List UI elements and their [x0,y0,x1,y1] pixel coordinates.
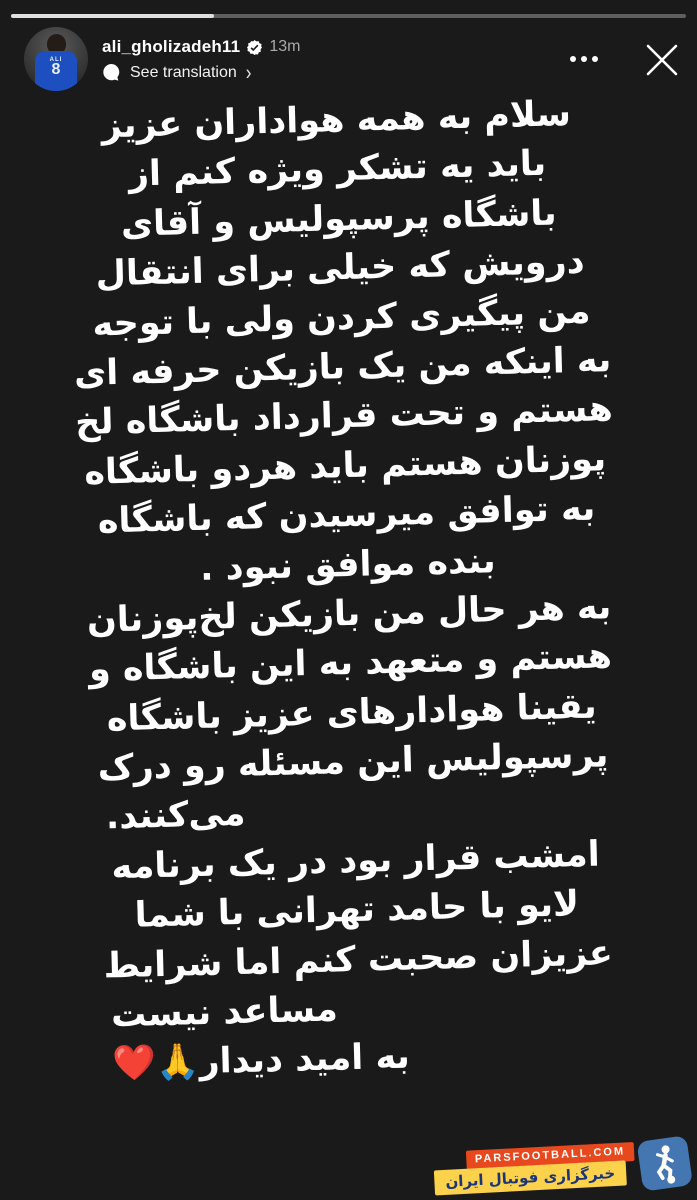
story-text-line: باید یه تشکر ویژه کنم از [128,144,547,195]
story-text-line: به امید دیدار🙏❤️ [111,1036,411,1085]
story-text-block [29,88,668,1092]
story-text-line: امشب قرار بود در یک برنامه [110,834,601,888]
story-text-line: به هر حال من بازیکن لخ‌پوزنان [86,587,612,641]
story-text-line: یقینا هوادارهای عزیز باشگاه [106,686,598,740]
story-progress-fill [11,14,214,18]
story-text-line: عزیزان صحبت کنم اما شرایط [103,932,614,987]
chevron-right-icon: › [245,60,252,84]
footballer-icon [637,1135,693,1191]
story-text-line: درویش که خیلی برای انتقال [95,241,586,295]
story-text-line: هستم و تحت قرارداد باشگاه لخ [74,389,614,444]
see-translation-button[interactable] [102,60,252,84]
avatar[interactable] [24,27,88,91]
story-text-line: به اینکه من یک بازیکن حرفه ای [73,340,612,395]
story-progress-bar [11,14,686,18]
story-text-line: سلام به همه هواداران عزیز [101,94,572,147]
story-text-line: باشگاه پرسپولیس و آقای [120,193,558,245]
translation-bubble-icon [102,63,121,82]
story-text-line: لایو با حامد تهرانی با شما [134,884,580,936]
dot [592,56,598,62]
story-text-line: من پیگیری کردن ولی با توجه [91,291,591,345]
parsfootball-watermark [445,1134,694,1200]
see-translation-label: See translation [130,63,237,81]
story-text-line: می‌کنند. [105,794,246,838]
jersey-number: 8 [51,61,61,78]
close-button[interactable] [642,40,682,80]
watermark-site-ribbon: PARSFOOTBALL.COM [465,1142,634,1170]
avatar-jersey [35,51,77,91]
story-text-line: مساعد نیست [110,989,339,1036]
dot [570,56,576,62]
story-text-line: هستم و متعهد به این باشگاه و [88,636,613,691]
dot [581,56,587,62]
header-row [102,37,300,57]
story-text-line: پرسپولیس این مسئله رو درک [97,735,609,789]
watermark-tagline-ribbon: خبرگزاری فوتبال ایران [434,1160,627,1195]
timestamp: 13m [269,38,301,55]
more-options-button[interactable] [564,50,604,68]
verified-badge-icon [247,40,262,55]
story-text-line: بنده موافق نبود . [199,540,497,589]
jersey-name: ALI [49,57,63,63]
story-text-line: پوزنان هستم باید هردو باشگاه [83,438,607,493]
story-text-line: به توافق میرسیدن که باشگاه [97,488,596,542]
username[interactable]: ali_gholizadeh11 [102,37,241,56]
